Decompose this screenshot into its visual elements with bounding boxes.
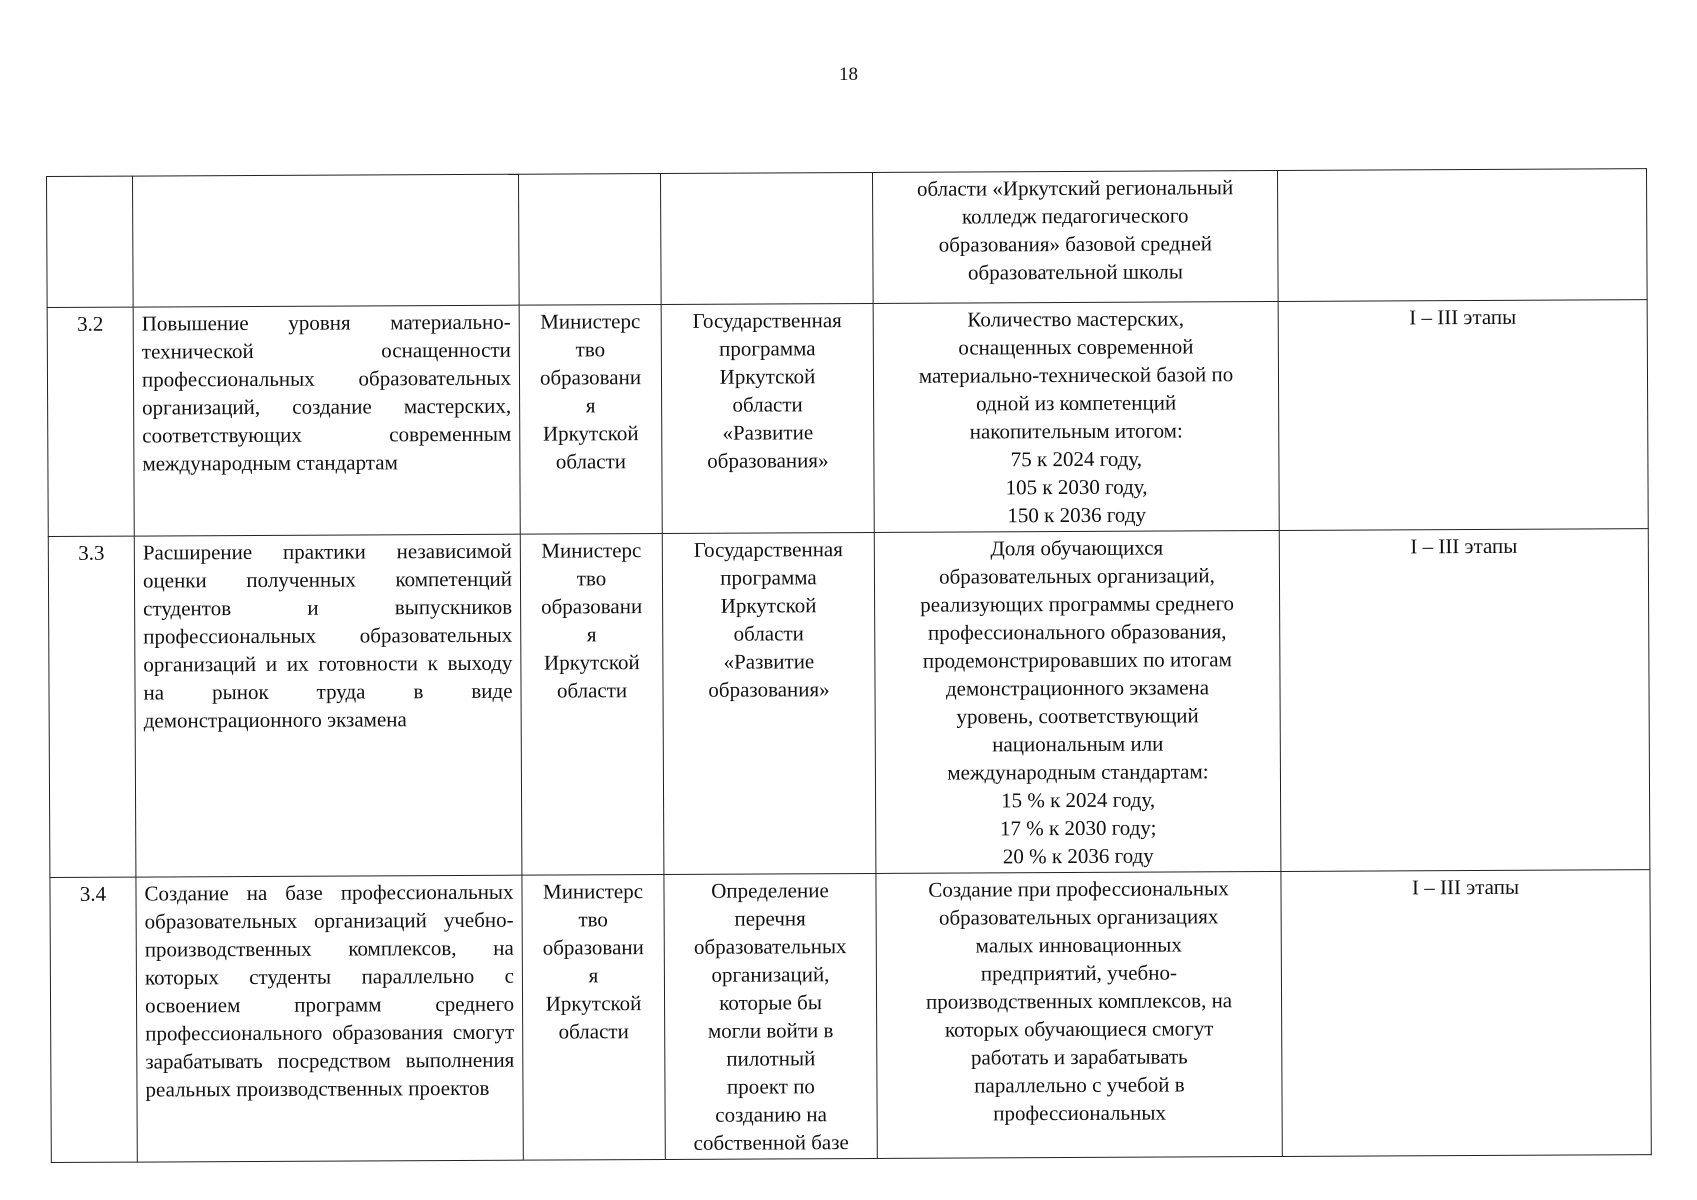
indicator-line: 20 % к 2036 году: [1002, 843, 1154, 869]
responsible-line: образовани: [540, 594, 643, 619]
source-line: «Развитие: [722, 420, 814, 445]
indicator-line: 105 к 2030 году,: [1005, 474, 1148, 500]
indicator-cell: [873, 301, 1279, 532]
indicator-line: которых обучающиеся смогут: [944, 1016, 1214, 1042]
indicator-line: образования» базовой средней: [938, 231, 1213, 257]
source-line: Иркутской: [719, 364, 816, 389]
indicator-line: Количество мастерских,: [967, 306, 1185, 332]
stages-cell: I – III этапы: [1279, 529, 1650, 872]
indicator-line: малых инновационных: [975, 932, 1182, 958]
source-line: области: [732, 392, 803, 417]
source-line: организаций,: [711, 962, 830, 987]
stages-cell: [1277, 169, 1647, 302]
indicator-line: производственных комплексов, на: [925, 988, 1233, 1014]
source-line: созданию на: [715, 1102, 828, 1127]
indicator-line: национальным или: [992, 731, 1164, 757]
indicator-line: предприятий, учебно-: [980, 960, 1177, 986]
responsible-line: области: [556, 678, 628, 703]
responsible-line: образовани: [542, 935, 644, 960]
responsible-line: области: [558, 1019, 629, 1044]
responsible-line: тво: [575, 337, 606, 362]
source-line: образования»: [708, 677, 830, 702]
indicator-cell: [874, 530, 1281, 873]
indicator-line: работать и зарабатывать: [970, 1044, 1188, 1070]
indicator-line: 75 к 2024 году,: [1010, 446, 1143, 472]
responsible-cell: [519, 304, 662, 534]
measure-description-cell: Создание на базе профессиональных образовательных организаций учебно-производственных комплексов, на которых студенты параллельно с освоением программ среднего профессионального образования смогут зарабатывать посредством выполнения реальных производственных проектов: [136, 875, 523, 1162]
row-number-cell: 3.4: [50, 877, 137, 1162]
indicator-line: образовательной школы: [967, 259, 1184, 285]
source-line: могли войти в: [707, 1018, 834, 1043]
responsible-line: Иркутской: [545, 991, 642, 1016]
indicator-line: области «Иркутский региональный: [916, 175, 1234, 201]
source-line: «Развитие: [723, 649, 815, 674]
measure-description-cell: Повышение уровня материально-технической оснащенности профессиональных образовательных организаций, создание мастерских, соответствующих современным международным стандартам: [133, 305, 520, 536]
responsible-line: Министерс: [540, 309, 641, 334]
indicator-line: реализующих программы среднего: [920, 591, 1235, 617]
page-number: 18: [839, 64, 858, 85]
indicator-line: профессионального образования,: [927, 619, 1227, 645]
indicator-line: накопительным итогом:: [969, 418, 1183, 444]
source-line: собственной базе: [693, 1130, 849, 1155]
source-cell: [664, 873, 877, 1159]
indicator-line: международным стандартам:: [947, 759, 1209, 785]
responsible-cell: [520, 533, 664, 875]
indicator-line: образовательных организациях: [938, 904, 1219, 930]
indicator-cell: [876, 871, 1282, 1158]
indicator-line: оснащенных современной: [958, 334, 1194, 360]
indicator-line: 15 % к 2024 году,: [1000, 787, 1156, 813]
indicator-line: образовательных организаций,: [939, 563, 1215, 589]
indicator-line: 17 % к 2030 году;: [999, 815, 1157, 841]
source-line: перечня: [734, 906, 806, 931]
indicator-line: Доля обучающихся: [990, 535, 1164, 561]
responsible-cell: [522, 874, 665, 1160]
source-line: Иркутской: [720, 593, 817, 618]
indicator-line: демонстрационного экзамена: [945, 675, 1210, 701]
source-line: Государственная: [693, 537, 843, 562]
indicator-line: уровень, соответствующий: [956, 703, 1199, 729]
measure-description-cell: [133, 174, 520, 307]
row-number-cell: [47, 176, 134, 307]
source-line: которые бы: [719, 990, 822, 1015]
stages-cell: I – III этапы: [1278, 300, 1648, 531]
source-line: программа: [719, 336, 816, 361]
indicator-line: профессиональных: [993, 1100, 1167, 1126]
source-cell: [661, 303, 874, 533]
responsible-line: тво: [578, 907, 608, 932]
source-line: Государственная: [692, 308, 842, 333]
table-row: [50, 870, 1651, 1163]
table-row: [48, 529, 1650, 878]
responsible-line: Иркутской: [543, 650, 640, 675]
source-line: проект по: [726, 1074, 815, 1099]
source-cell: [660, 172, 873, 304]
responsible-line: я: [588, 963, 599, 988]
source-line: Определение: [711, 878, 829, 903]
measures-table: [46, 168, 1652, 1163]
responsible-cell: [518, 173, 661, 305]
source-line: программа: [720, 565, 817, 590]
responsible-line: Иркутской: [542, 421, 639, 446]
indicator-line: 150 к 2036 году: [1007, 502, 1147, 528]
table-row: [47, 169, 1648, 308]
source-line: пилотный: [726, 1046, 816, 1071]
table-row: [47, 300, 1648, 537]
responsible-line: я: [585, 393, 596, 418]
source-cell: [662, 532, 876, 874]
measure-description-cell: Расширение практики независимой оценки полученных компетенций студентов и выпускников профессиональных образовательных организаций и их готовности к выходу на рынок труда в виде демонстрационного экзамена: [134, 534, 522, 877]
source-line: образования»: [707, 448, 829, 473]
indicator-cell: [872, 170, 1278, 303]
responsible-line: образовани: [539, 365, 642, 390]
indicator-line: одной из компетенций: [975, 390, 1177, 416]
indicator-line: параллельно с учебой в: [974, 1072, 1185, 1098]
responsible-line: тво: [576, 566, 607, 591]
indicator-line: продемонстрировавших по итогам: [922, 647, 1232, 673]
indicator-line: Создание при профессиональных: [928, 876, 1229, 902]
responsible-line: Министерс: [541, 538, 642, 563]
indicator-line: колледж педагогического: [961, 203, 1189, 229]
row-number-cell: 3.2: [47, 307, 134, 536]
stages-cell: I – III этапы: [1281, 870, 1651, 1157]
source-line: области: [733, 621, 804, 646]
indicator-line: материально-технической базой по: [918, 362, 1234, 388]
responsible-line: я: [586, 622, 597, 647]
source-line: образовательных: [693, 934, 847, 959]
row-number-cell: 3.3: [48, 536, 136, 877]
responsible-line: области: [555, 449, 627, 474]
responsible-line: Министерс: [542, 879, 644, 904]
